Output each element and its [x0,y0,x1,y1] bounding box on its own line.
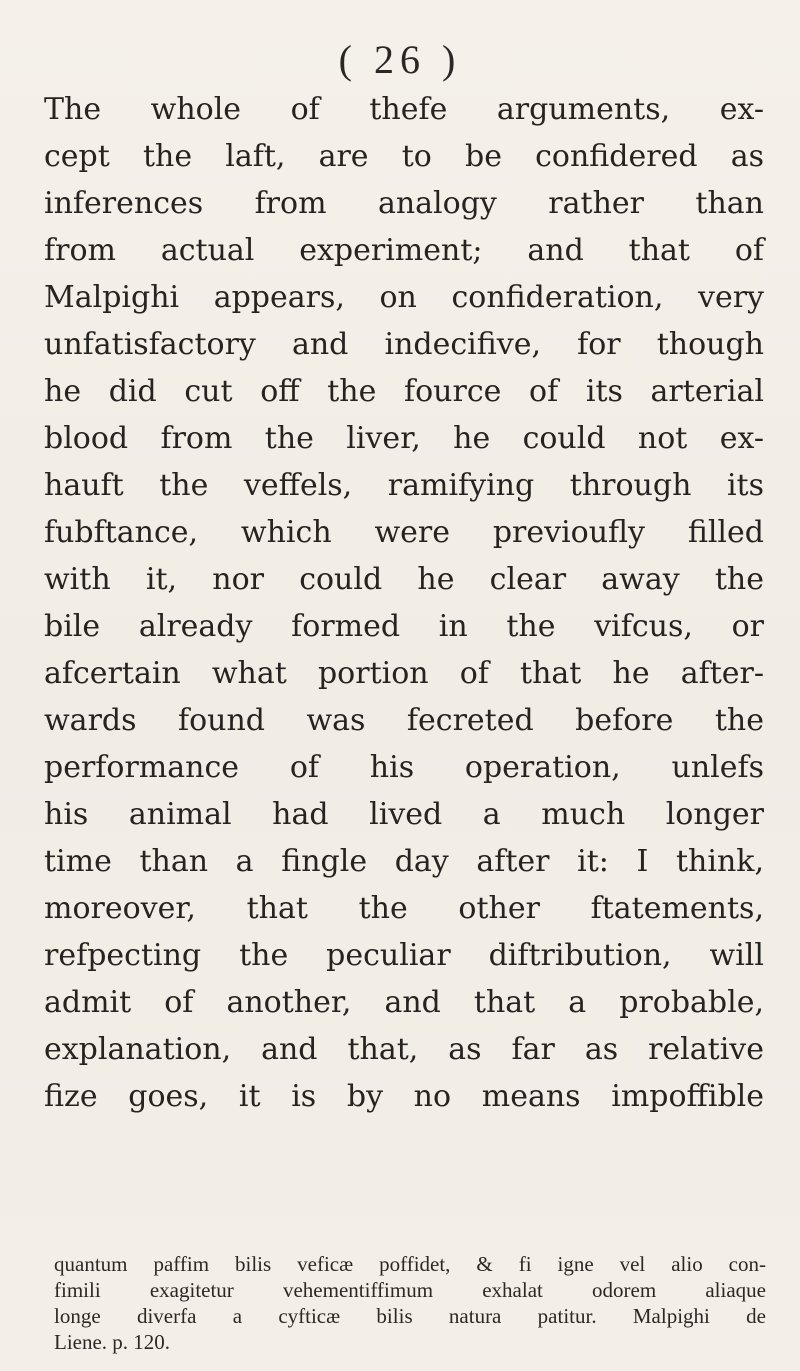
text-line: admit of another, and that a probable, [44,985,764,1020]
text-line: hauft the veffels, ramifying through its [44,468,764,503]
text-line: The whole of thefe arguments, ex- [44,92,764,127]
text-line: he did cut off the fource of its arterial [44,374,764,409]
text-line: unfatisfactory and indecifive, for though [44,327,764,362]
body-text [44,86,764,1120]
text-line: cept the laft, are to be confidered as [44,139,764,174]
text-line: wards found was fecreted before the [44,703,764,738]
text-line: explanation, and that, as far as relative [44,1032,764,1067]
text-line: time than a fingle day after it: I think, [44,844,764,879]
text-line: afcertain what portion of that he after- [44,656,764,691]
text-line: blood from the liver, he could not ex- [44,421,764,456]
text-line: with it, nor could he clear away the [44,562,764,597]
text-line: Malpighi appears, on confideration, very [44,280,764,315]
text-line: fize goes, it is by no means impoffible [44,1079,764,1114]
text-line: moreover, that the other ftatements, [44,891,764,926]
text-line: fubftance, which were previoufly filled [44,515,764,550]
footnote-line: quantum paffim bilis veficæ poffidet, & fi igne vel alio con- [54,1252,766,1276]
text-line: bile already formed in the vifcus, or [44,609,764,644]
footnote-line: longe diverfa a cyfticæ bilis natura patitur. Malpighi de [54,1304,766,1328]
text-line: performance of his operation, unlefs [44,750,764,785]
footnote-line: Liene. p. 120. [54,1330,171,1354]
footnote-line: fimili exagitetur vehementiffimum exhalat odorem aliaque [54,1278,766,1302]
text-line: inferences from analogy rather than [44,186,764,221]
page-number: ( 26 ) [338,37,462,82]
text-line: from actual experiment; and that of [44,233,764,268]
text-line: refpecting the peculiar diftribution, will [44,938,764,973]
text-line: his animal had lived a much longer [44,797,764,832]
footnote [54,1251,766,1355]
